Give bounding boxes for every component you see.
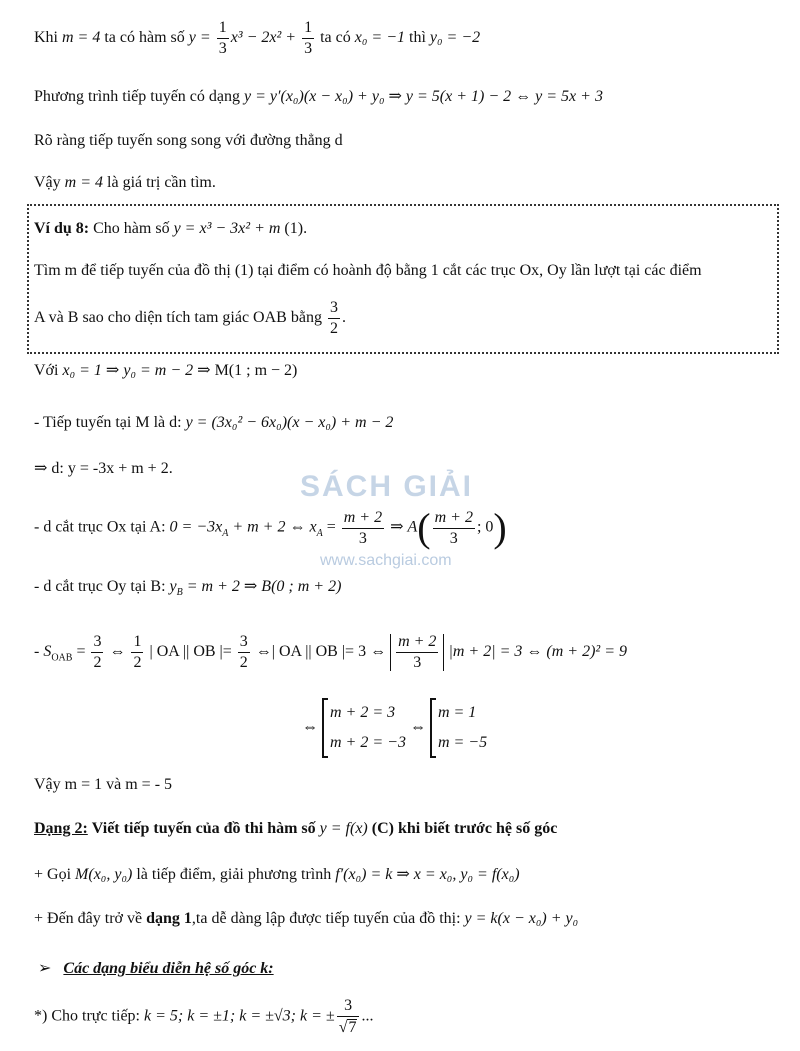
- num: m + 2: [342, 510, 384, 529]
- den: 3: [358, 529, 367, 547]
- math: | OA || OB |=: [149, 643, 232, 661]
- line-10: [34, 634, 627, 671]
- line-7: ⇒ d: y = -3x + m + 2.: [34, 460, 173, 477]
- subscript: A: [316, 527, 323, 539]
- section-heading-dang-2: [34, 818, 557, 840]
- text: thì: [409, 29, 426, 47]
- text: ta có: [320, 29, 351, 47]
- fraction: [91, 634, 103, 671]
- system-2: [430, 698, 487, 758]
- den: 2: [239, 654, 248, 671]
- text: Vậy: [34, 174, 61, 191]
- math: + m + 2 ⇔ x: [232, 518, 317, 536]
- line-system: ⇔ m + 2 = 3 m + 2 = −3 ⇔ m = 1 m = −5: [302, 698, 487, 758]
- num: 1: [217, 20, 229, 39]
- num: 3: [91, 634, 103, 653]
- text: là giá trị cần tìm.: [107, 174, 216, 191]
- fraction: $\frac{3}{√7}$: [337, 998, 360, 1036]
- text-bold: dạng 1: [146, 910, 192, 927]
- fraction: [328, 300, 340, 337]
- heading-label: Dạng 2:: [34, 820, 88, 837]
- text: ,ta dễ dàng lập được tiếp tuyến của đồ thị:: [191, 910, 461, 927]
- math: f′(x₀) = k ⇒ x = x₀, y₀ = f(x₀): [335, 866, 520, 883]
- num: 1: [131, 634, 143, 653]
- num: 1: [302, 20, 314, 39]
- math: ; 0: [476, 518, 494, 536]
- subscript: B: [176, 587, 183, 599]
- math: =: [326, 518, 336, 536]
- line-6: [34, 412, 393, 434]
- absolute-value: [390, 634, 444, 671]
- text: (1).: [284, 220, 308, 237]
- system-1: [322, 698, 406, 758]
- math: = m + 2 ⇒: [186, 578, 258, 595]
- example-question-2: A và B sao cho diện tích tam giác OAB bằng $\frac{3}{2}$ .: [34, 299, 346, 337]
- math: 0 = −3x: [169, 518, 223, 536]
- fraction: [217, 20, 229, 57]
- text: - d cắt trục Oy tại B:: [34, 578, 166, 595]
- subscript: OAB: [51, 652, 73, 664]
- math: m + 2 = −3: [330, 734, 406, 751]
- text: Với: [34, 362, 59, 379]
- den: 3: [218, 40, 227, 57]
- line-4: [34, 172, 216, 194]
- math: m = 4: [62, 29, 101, 47]
- fraction: [396, 634, 438, 671]
- den: 2: [133, 654, 142, 671]
- den: 3: [413, 654, 422, 671]
- math: y: [169, 578, 177, 595]
- math: M(x₀, y₀): [75, 866, 133, 883]
- text: - d cắt trục Ox tại A:: [34, 518, 166, 536]
- text: + Đến đây trở về: [34, 910, 143, 927]
- line-15: [34, 998, 373, 1036]
- example-label: Ví dụ 8:: [34, 220, 90, 237]
- bullet-heading-text: Các dạng biểu diễn hệ số góc k:: [63, 960, 274, 977]
- text: *) Cho trực tiếp:: [34, 1007, 140, 1025]
- arrow-bullet-icon: ➢: [38, 960, 52, 977]
- den: 7: [348, 1019, 357, 1036]
- line-1: [34, 20, 480, 57]
- heading-text: (C) khi biết trước hệ số góc: [371, 820, 558, 837]
- math: y =: [188, 29, 211, 47]
- line-8: - d cắt trục Ox tại A: $0 = -3x_A + m + 2$ ⇔ $x_A$ = $\frac{m + 2}{3}$ ⇒ A( $\frac{m + 2}{3}$ ; 0): [34, 505, 507, 550]
- math: ⇔| OA || OB |= 3 ⇔: [255, 643, 387, 661]
- math: y = y′(x₀)(x − x₀) + y₀ ⇒ y = 5(x + 1) − 2 ⇔ y = 5x + 3: [244, 88, 603, 105]
- math: x₀ = −1: [354, 29, 405, 47]
- den: 2: [93, 654, 102, 671]
- text: Phương trình tiếp tuyến có dạng: [34, 88, 240, 105]
- num: 3: [238, 634, 250, 653]
- den: 3: [304, 40, 313, 57]
- example-question-1: Tìm m để tiếp tuyến của đồ thị (1) tại điểm có hoành độ bằng 1 cắt các trục Ox, Oy lần lượt tại các điểm: [34, 262, 702, 279]
- math: m = 1: [437, 704, 477, 721]
- line-2: [34, 86, 603, 108]
- den: 2: [329, 320, 338, 337]
- math: y = (3x₀² − 6x₀)(x − x₀) + m − 2: [185, 414, 394, 431]
- math: - S: [34, 643, 52, 661]
- text: + Gọi: [34, 866, 72, 883]
- math: m + 2 = 3: [330, 704, 396, 721]
- math: m = 4: [64, 174, 104, 191]
- math: |m + 2| = 3 ⇔ (m + 2)² = 9: [448, 643, 627, 661]
- text: - Tiếp tuyến tại M là d:: [34, 414, 182, 431]
- subscript: A: [222, 527, 229, 539]
- text: ta có hàm số: [104, 29, 185, 47]
- fraction: [302, 20, 314, 57]
- bullet-heading: [38, 958, 274, 980]
- text: là tiếp điểm, giải phương trình: [136, 866, 332, 883]
- watermark-logo: SÁCH GIẢI: [300, 470, 474, 503]
- fraction: [433, 510, 475, 547]
- num: m + 2: [396, 634, 438, 653]
- fraction: [131, 634, 143, 671]
- fraction: [342, 510, 384, 547]
- num: 3: [328, 300, 340, 319]
- math: x₀ = 1 ⇒ y₀ = m − 2 ⇒: [62, 362, 211, 379]
- text: A và B sao cho diện tích tam giác OAB bằng: [34, 309, 322, 327]
- line-5: [34, 360, 297, 382]
- math: m = −5: [437, 734, 488, 751]
- line-12: [34, 864, 520, 886]
- math: B(0 ; m + 2): [261, 578, 342, 595]
- text: Khi: [34, 29, 58, 47]
- text: Cho hàm số: [93, 220, 170, 237]
- line-9: [34, 576, 341, 604]
- point-label: A: [407, 518, 418, 536]
- den: 3: [449, 529, 458, 547]
- text: ...: [361, 1007, 374, 1025]
- math: x³ − 2x² +: [230, 29, 297, 47]
- math: ⇔: [109, 643, 126, 661]
- text: M(1 ; m − 2): [214, 362, 298, 379]
- heading-text: Viết tiếp tuyến của đồ thi hàm số: [91, 820, 316, 837]
- math: =: [76, 643, 86, 661]
- math: y = f(x): [319, 820, 368, 837]
- num: 3: [337, 998, 360, 1017]
- num: m + 2: [433, 510, 475, 529]
- line-3: Rõ ràng tiếp tuyến song song với đường thẳng d: [34, 132, 343, 149]
- math: y₀ = −2: [429, 29, 481, 47]
- watermark-url: www.sachgiai.com: [320, 552, 452, 569]
- line-11: Vậy m = 1 và m = - 5: [34, 776, 173, 793]
- fraction: [238, 634, 250, 671]
- math: k = 5; k = ±1; k = ±√3; k = ±: [143, 1007, 335, 1025]
- example-title: [34, 218, 307, 240]
- math: y = x³ − 3x² + m: [173, 220, 281, 237]
- math: y = k(x − x₀) + y₀: [464, 910, 579, 927]
- line-13: [34, 908, 578, 930]
